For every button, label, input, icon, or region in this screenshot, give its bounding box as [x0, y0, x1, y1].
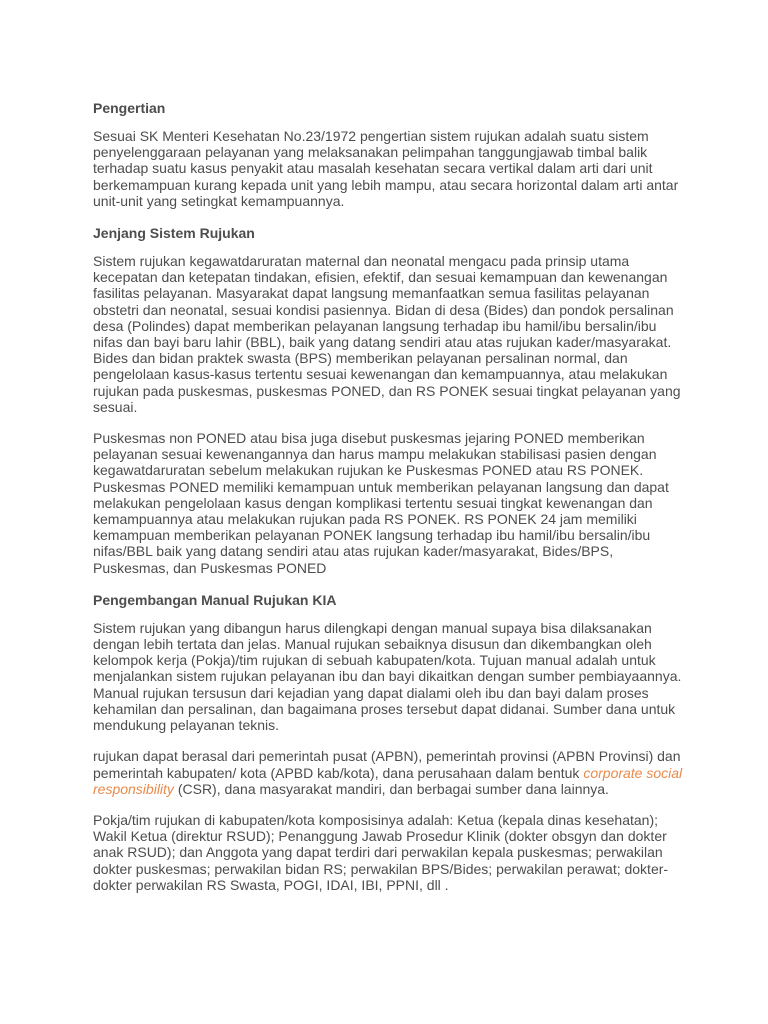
heading-pengembangan-manual: Pengembangan Manual Rujukan KIA [93, 591, 337, 608]
sumber-dana-text-end: (CSR), dana masyarakat mandiri, dan berbagai sumber dana lainnya. [173, 780, 609, 797]
csr-link[interactable]: corporate social responsibility [93, 764, 683, 797]
paragraph-pengertian: Sesuai SK Menteri Kesehatan No.23/1972 pengertian sistem rujukan adalah suatu sistem penyelenggaraan pelayanan yang melaksanakan pelimpahan tanggungjawab timbal balik terhadap suatu kasus penyakit atau masalah kesehatan secara vertikal dalam arti dari unit berkemampuan kurang kepada unit yang lebih mampu, atau secara horizontal dalam arti antar unit-unit yang setingkat kemampuannya. [93, 128, 679, 209]
sumber-dana-text-start: rujukan dapat berasal dari pemerintah pusat (APBN), pemerintah provinsi (APBN Provinsi) dan pemerintah kabupaten/ kota (APBD kab/kota), dana perusahaan dalam bentuk [93, 748, 681, 781]
heading-pengertian: Pengertian [93, 100, 166, 116]
paragraph-sumber-dana [93, 748, 683, 797]
paragraph-sistem-rujukan-kegawatdaruratan: Sistem rujukan kegawatdaruratan maternal dan neonatal mengacu pada prinsip utama kecepatan dan ketepatan tindakan, efisien, efektif, dan sesuai kemampuan dan kewenangan fasilitas pelayanan. Masyarakat dapat langsung memanfaatkan semua fasilitas pelayanan obstetri dan neonatal, sesuai kondisi pasiennya. Bidan di desa (Bides) dan pondok persalinan desa (Polindes) dapat memberikan pelayanan langsung terhadap ibu hamil/ibu bersalin/ibu nifas dan bayi baru lahir (BBL), baik yang datang sendiri atau atas rujukan kader/masyarakat. Bides dan bidan praktek swasta (BPS) memberikan pelayanan persalinan normal, dan pengelolaan kasus-kasus tertentu sesuai kewenangan dan kemampuannya, atau melakukan rujukan pada puskesmas, puskesmas PONED, dan RS PONEK sesuai tingkat pelayanan yang sesuai. [93, 253, 681, 415]
document-page [93, 99, 683, 893]
paragraph-pokja-komposisi: Pokja/tim rujukan di kabupaten/kota komposisinya adalah: Ketua (kepala dinas kesehatan); Wakil Ketua (direktur RSUD); Penanggung Jawab Prosedur Klinik (dokter obsgyn dan dokter anak RSUD); dan Anggota yang dapat terdiri dari perwakilan kepala puskesmas; perwakilan dokter puskesmas; perwakilan bidan RS; perwakilan BPS/Bides; perwakilan perawat; dokter-dokter perwakilan RS Swasta, POGI, IDAI, IBI, PPNI, dll . [93, 811, 669, 893]
paragraph-manual-rujukan: Sistem rujukan yang dibangun harus dilengkapi dengan manual supaya bisa dilaksanakan dengan lebih tertata dan jelas. Manual rujukan sebaiknya disusun dan dikembangkan oleh kelompok kerja (Pokja)/tim rujukan di sebuah kabupaten/kota. Tujuan manual adalah untuk menjalankan sistem rujukan pelayanan ibu dan bayi dikaitkan dengan sumber pembiayaannya. Manual rujukan tersusun dari kejadian yang dapat dialami oleh ibu dan bayi dalam proses kehamilan dan persalinan, dan bagaimana proses tersebut dapat didanai. Sumber dana untuk mendukung pelayanan teknis. [93, 619, 682, 734]
paragraph-puskesmas-non-poned: Puskesmas non PONED atau bisa juga disebut puskesmas jejaring PONED memberikan pelayanan sesuai kewenangannya dan harus mampu melakukan stabilisasi pasien dengan kegawatdaruratan sebelum melakukan rujukan ke Puskesmas PONED atau RS PONEK. Puskesmas PONED memiliki kemampuan untuk memberikan pelayanan langsung dan dapat melakukan pengelolaan kasus dengan komplikasi tertentu sesuai tingkat kewenangan dan kemampuannya atau melakukan rujukan pada RS PONEK. RS PONEK 24 jam memiliki kemampuan memberikan pelayanan PONEK langsung terhadap ibu hamil/ibu bersalin/ibu nifas/BBL baik yang datang sendiri atau atas rujukan kader/masyarakat, Bides/BPS, Puskesmas, dan Puskesmas PONED [93, 430, 669, 576]
heading-jenjang-sistem-rujukan: Jenjang Sistem Rujukan [93, 225, 255, 242]
